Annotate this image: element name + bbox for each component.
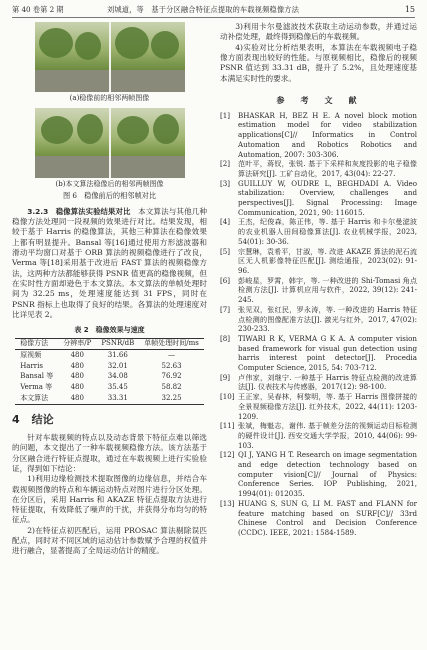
col-header-time: 单帧处理时间/ms: [144, 339, 199, 348]
figure-6b-image: [35, 108, 185, 178]
reference-item: [10] 王正家，吴春林，柯黎明，等. 基于 Harris 图像拼接的全景视频稳像方法[J]. 红外技术，2022, 44(11): 1203-1209.: [220, 392, 417, 421]
reference-item: [12] QI J, YANG H T. Research on image segmentation and edge detection technology based on computer vision[C]// Journal of Physics: Conference Series. IOP Publishing, 2021, 1994(01): 012035.: [220, 450, 417, 499]
table-cell: 32.25: [161, 393, 182, 402]
table-row: [15, 372, 204, 383]
table-header-row: [15, 338, 204, 350]
section-4-title: 结论: [31, 412, 54, 426]
reference-list: [220, 111, 417, 538]
figure-6a-image: [35, 22, 185, 92]
reference-item: [2] 范叶平，蒋钗，张锐. 基于下采样和灰度投影的电子稳像算法研究[J]. 工矿自动化，2017, 43(04): 22-27.: [220, 159, 417, 178]
table-row: [15, 393, 204, 404]
reference-item: [8] TIWARI R K, VERMA G K A. A computer vision based framework for visual gun detection using harris interest point detector[J]. Procedia Computer Science, 2015, 54: 703-712.: [220, 333, 417, 373]
reference-item: [7] 张见双，张红民，罗永涛，等. 一种改进的 Harris 特征点检测的图像配准方法[J]. 激光与红外，2017, 47(02): 230-233.: [220, 304, 417, 334]
table-cell: 34.08: [107, 372, 128, 381]
section-4-heading: [12, 413, 207, 428]
journal-volume: 第 40 卷第 2 期: [12, 5, 64, 14]
reference-item: [13] HUANG S, SUN G, LI M. FAST and FLANN for feature matching based on SURF[C]// 33rd Chinese Control and Decision Conference (CCDC). IEEE, 2021: 1584-1589.: [220, 498, 417, 537]
page-header: [12, 5, 415, 17]
section-3-2-3-paragraph: [12, 207, 207, 320]
conclusion-point-1: 1)利用边缘检测技术提取图像的边缘信息，并结合车载视频图像的特点和车辆运动特点对图片进行分区处理。在分区后，采用 Harris 和 AKAZE 特征点提取方法进行特征提取，有效降低了噪声的干扰，并获得分布均匀的特征点。: [12, 474, 207, 525]
col-header-resolution: 分辨率/P: [63, 339, 92, 348]
reference-item: [5] 宗慧琳，袁希平，甘淑，等. 改进 AKAZE 算法的泥石流区无人机影像特征匹配[J]. 测绘通报，2023(02): 91-96.: [220, 246, 417, 275]
section-3-2-3-heading: 3.2.3 稳像算法实验结果对比: [27, 206, 131, 216]
conclusion-point-4: 4)实验对比分析结果表明，本算法在车载视频电子稳像方面表现出较好的性能。与原视频相比，稳像后的视频 PSNR 值达到 33.31 dB，提升了 5.2%，且处理速度基本满足实时性的要求。: [220, 42, 417, 83]
conclusion-point-2: 2)在特征点初匹配后，运用 PROSAC 算法剔除误匹配点，同时对不同区域的运动估计参数赋予合理的权值并进行融合，显著提高了全局运动估计的精度。: [12, 525, 207, 556]
conclusion-intro: 针对车载视频的特点以及动态背景下特征点难以筛选的问题，本文提出了一种车载视频稳像方法。该方法基于分区融合进行特征点提取，通过在车载视频上进行实验验证，得到如下结论：: [12, 432, 207, 473]
table-cell: 原视频: [20, 351, 42, 360]
table-cell: Verma 等: [20, 383, 53, 392]
table-cell: 480: [70, 361, 84, 370]
table-cell: 58.82: [161, 383, 182, 392]
references-heading: 参 考 文 献: [276, 95, 361, 105]
table-cell: 480: [70, 372, 84, 381]
figure-6-caption: 图 6 稳像前后的相邻帧对比: [62, 191, 157, 201]
table-cell: 31.66: [107, 351, 128, 360]
reference-item: [9] 卢伟家，刘继宁. 一种基于 Harris 特征点检测的改进算法[J]. 仪表技术与传感器，2017(12): 98-100.: [220, 372, 417, 392]
table-cell: 35.45: [107, 383, 128, 392]
reference-item: [6] 彭峻星，罗霄，韩宇，等. 一种改进的 Shi-Tomasi 角点检测方法[J]. 计算机应用与软件，2022, 39(12): 241-245.: [220, 275, 417, 305]
table-cell: 480: [70, 393, 84, 402]
page-number: 15: [404, 5, 415, 14]
col-header-method: 稳像方法: [20, 339, 49, 348]
reference-item: [3] GUILLUY W, OUDRE L, BEGHDADI A. Video stabilization: Overview, challenges and perspectives[J]. Signal Processing: Image Communication, 2021, 90: 116015.: [220, 178, 417, 217]
table-row: [15, 350, 204, 361]
reference-item: [11] 张斌，梅魁志，谢伟. 基于帧差分法的视频运动目标检测的硬件设计[J]. 西安交通大学学报，2010, 44(06): 99-103.: [220, 421, 417, 450]
table-cell: 480: [70, 383, 84, 392]
table-cell: —: [168, 351, 176, 360]
running-title: 刘城道，等 基于分区融合特征点提取的车载视频稳像方法: [107, 5, 300, 14]
header-rule: [12, 17, 415, 18]
table-cell: 480: [70, 351, 84, 360]
section-4-number: 4: [12, 412, 20, 426]
table-row: [15, 361, 204, 372]
table-cell: Bansal 等: [20, 372, 54, 381]
section-3-2-3-text: 本文算法与其他几种稳像方法处理同一段视频的效果进行对比。结果发现，相较于基于 Harris 的稳像算法，其他三种算法在稳像效果上都有明显提升。Bansal 等[16]通过使用方形滤波器和滑动平均窗口对基于 ORB 算法的视频稳像进行了改良，Verma 等[18]采用基于改进后 FAST 算法的视频稳像方法，这两种方法都能够获得 PSNR 值更高的稳像视频，但在实时性方面却逊色于本文算法。本文算法的单帧处理时间为 32.25 ms，处理速度能达到 31 FPS，同时在 PSNR 指标上也取得了良好的结果。各算法的处理速度对比详见表 2。: [12, 206, 208, 319]
table-cell: 33.31: [107, 393, 128, 402]
table-cell: 52.63: [161, 361, 182, 370]
right-column: [220, 22, 417, 538]
table-cell: 76.92: [161, 372, 182, 381]
table-cell: 本文算法: [20, 393, 49, 402]
col-header-psnr: PSNR/dB: [101, 339, 135, 348]
table-cell: 32.01: [107, 361, 128, 370]
left-column: [12, 22, 207, 557]
figure-6b-caption: (b)本文算法稳像后的相邻两帧图像: [55, 179, 164, 188]
conclusion-point-3: 3)利用卡尔曼滤波技术获取主动运动参数，并通过运动补偿处理，最终得到稳像后的车载视频。: [220, 22, 417, 42]
figure-6a-caption: (a)稳像前的相邻两帧图像: [69, 94, 150, 102]
reference-item: [4] 王杰，纪俊森，陈正伟，等. 基于 Harris 和卡尔曼滤波的农业机器人田间稳像算法[J]. 农业机械学报，2023, 54(01): 30-36.: [220, 217, 417, 246]
table-2: [15, 338, 204, 405]
table-cell: Harris: [20, 361, 43, 370]
table-2-caption: 表 2 稳像效果与速度: [74, 326, 145, 335]
table-row: [15, 383, 204, 394]
reference-item: [1] BHASKAR H, BEZ H E. A novel block motion estimation model for video stabilization applications[C]// Informatics in Control Automation and Robotics Robotics and Automation, 2007: 303-306.: [220, 110, 417, 159]
